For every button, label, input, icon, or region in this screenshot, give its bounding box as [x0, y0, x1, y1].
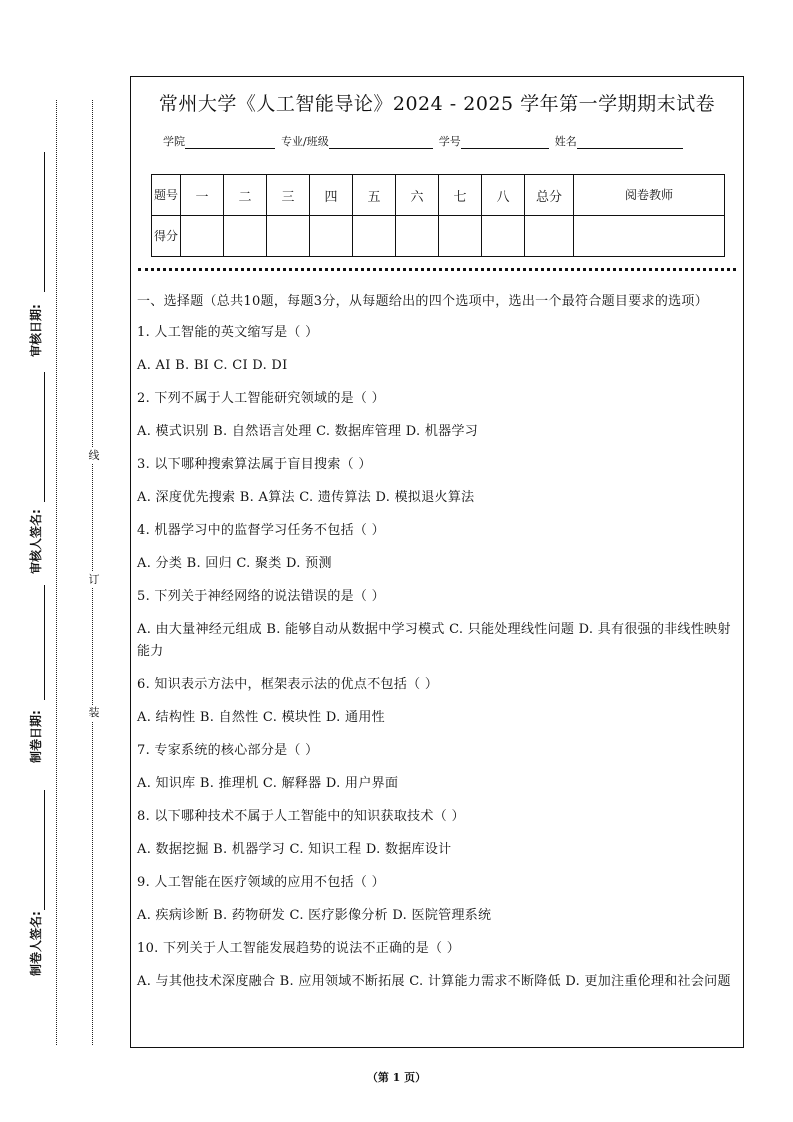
exam-frame [130, 76, 744, 1048]
question-10-options: A. 与其他技术深度融合 B. 应用领域不断拓展 C. 计算能力需求不断降低 D. 更加注重伦理和社会问题 [137, 974, 731, 989]
student-id-label: 学号 [438, 135, 461, 148]
question-5: 5. 下列关于神经网络的说法错误的是（ ） [137, 589, 385, 604]
score-cell-6[interactable] [396, 216, 439, 257]
question-section [137, 291, 739, 1004]
question-1-options: A. AI B. BI C. CI D. DI [137, 358, 288, 373]
question-3: 3. 以下哪种搜索算法属于盲目搜索（ ） [137, 457, 372, 472]
score-cell-5[interactable] [353, 216, 396, 257]
section-title: 一、选择题（总共10题，每题3分，从每题给出的四个选项中，选出一个最符合题目要求的选项） [137, 294, 709, 309]
major-class-label: 专业/班级 [281, 135, 329, 148]
col-6: 六 [396, 175, 439, 216]
major-class-field[interactable] [329, 136, 433, 149]
question-7: 7. 专家系统的核心部分是（ ） [137, 743, 319, 758]
col-7: 七 [439, 175, 482, 216]
col-reviewer: 阅卷教师 [574, 175, 725, 216]
question-4-options: A. 分类 B. 回归 C. 聚类 D. 预测 [137, 556, 332, 571]
compiler-signature-label: 制卷人签名: [29, 911, 43, 976]
question-7-options: A. 知识库 B. 推理机 C. 解释器 D. 用户界面 [137, 776, 399, 791]
col-2: 二 [224, 175, 267, 216]
score-table [151, 174, 725, 257]
review-date-label: 审核日期: [29, 304, 43, 357]
col-4: 四 [310, 175, 353, 216]
question-8: 8. 以下哪种技术不属于人工智能中的知识获取技术（ ） [137, 809, 465, 824]
college-field[interactable] [185, 136, 275, 149]
compile-date-line [44, 585, 45, 700]
question-9: 9. 人工智能在医疗领域的应用不包括（ ） [137, 875, 385, 890]
score-cell-total[interactable] [525, 216, 574, 257]
col-3: 三 [267, 175, 310, 216]
score-cell-reviewer[interactable] [574, 216, 725, 257]
page-number: （第 1 页） [366, 1071, 427, 1084]
score-cell-7[interactable] [439, 216, 482, 257]
question-4: 4. 机器学习中的监督学习任务不包括（ ） [137, 523, 385, 538]
student-info-line [163, 133, 689, 149]
question-6-options: A. 结构性 B. 自然性 C. 模块性 D. 通用性 [137, 710, 385, 725]
score-cell-4[interactable] [310, 216, 353, 257]
score-table-score-row [152, 216, 725, 257]
col-1: 一 [181, 175, 224, 216]
reviewer-signature-label: 审核人签名: [29, 509, 43, 574]
compiler-signature-line [44, 790, 45, 910]
name-label: 姓名 [554, 135, 577, 148]
col-8: 八 [482, 175, 525, 216]
question-10: 10. 下列关于人工智能发展趋势的说法不正确的是（ ） [137, 941, 461, 956]
binding-char-zhuang: 装 [86, 705, 102, 721]
score-cell-2[interactable] [224, 216, 267, 257]
question-2-options: A. 模式识别 B. 自然语言处理 C. 数据库管理 D. 机器学习 [137, 424, 479, 439]
row-label-question-number: 题号 [152, 175, 181, 216]
question-1: 1. 人工智能的英文缩写是（ ） [137, 325, 319, 340]
dotted-separator [138, 268, 736, 271]
question-5-options: A. 由大量神经元组成 B. 能够自动从数据中学习模式 C. 只能处理线性问题 D. 具有很强的非线性映射能力 [137, 622, 731, 659]
compile-date-label: 制卷日期: [29, 710, 43, 763]
binding-char-xian: 线 [86, 448, 102, 464]
binding-char-ding: 订 [86, 572, 102, 588]
review-date-line [44, 152, 45, 292]
score-cell-1[interactable] [181, 216, 224, 257]
question-2: 2. 下列不属于人工智能研究领域的是（ ） [137, 391, 385, 406]
col-5: 五 [353, 175, 396, 216]
question-6: 6. 知识表示方法中，框架表示法的优点不包括（ ） [137, 677, 439, 692]
question-8-options: A. 数据挖掘 B. 机器学习 C. 知识工程 D. 数据库设计 [137, 842, 452, 857]
binding-dotted-line-outer [56, 100, 57, 1045]
college-label: 学院 [163, 135, 185, 148]
name-field[interactable] [577, 136, 683, 149]
question-3-options: A. 深度优先搜索 B. A算法 C. 遗传算法 D. 模拟退火算法 [137, 490, 475, 505]
score-table-header-row [152, 175, 725, 216]
reviewer-signature-line [44, 372, 45, 502]
col-total: 总分 [525, 175, 574, 216]
score-cell-3[interactable] [267, 216, 310, 257]
question-9-options: A. 疾病诊断 B. 药物研发 C. 医疗影像分析 D. 医院管理系统 [137, 908, 492, 923]
student-id-field[interactable] [461, 136, 549, 149]
exam-title: 常州大学《人工智能导论》2024 - 2025 学年第一学期期末试卷 [158, 93, 716, 115]
score-cell-8[interactable] [482, 216, 525, 257]
row-label-score: 得分 [152, 216, 181, 257]
